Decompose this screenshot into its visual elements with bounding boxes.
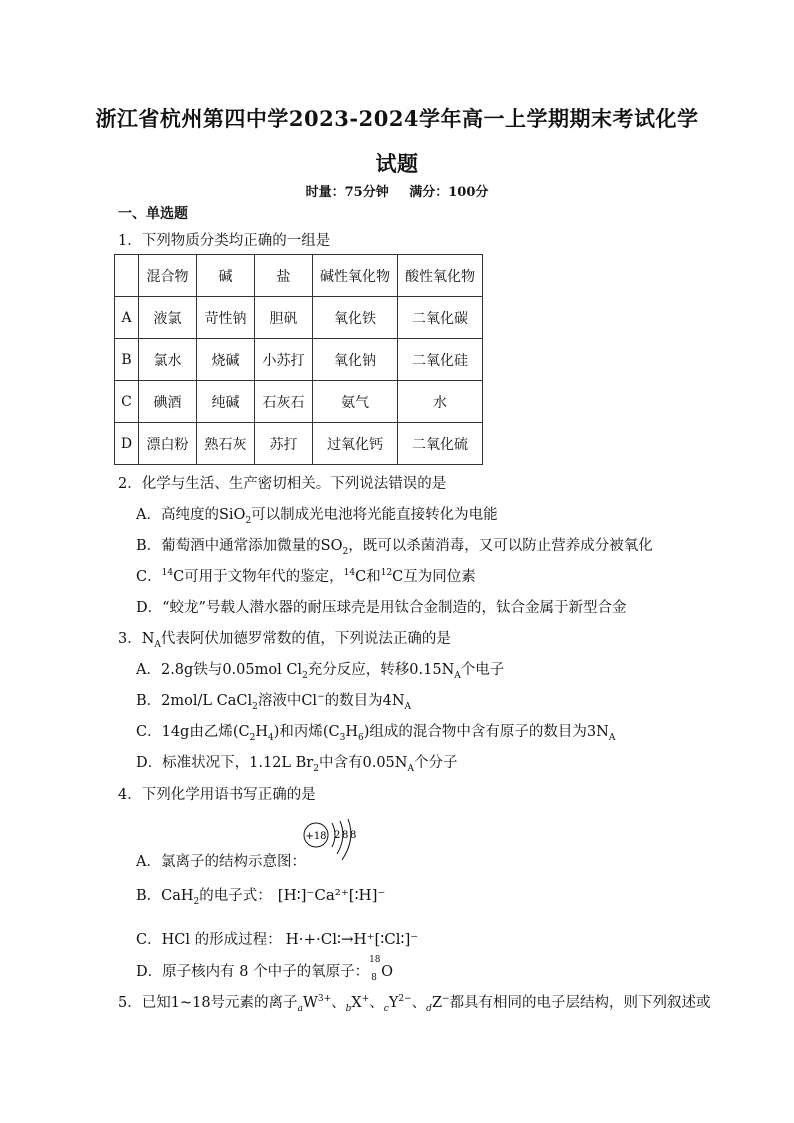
table-header-cell: 碱: [197, 255, 255, 297]
exam-title-line2: 试题: [375, 151, 419, 176]
classification-table: [114, 254, 483, 465]
table-cell: 氧化钠: [313, 339, 398, 381]
table-cell: 二氧化硅: [398, 339, 483, 381]
hcl-formation-formula: H·+·Cl∶→H⁺[∶Cl∶]⁻: [285, 930, 419, 948]
table-cell: D: [115, 423, 139, 465]
table-cell: A: [115, 297, 139, 339]
chloride-ion-structure-diagram: [300, 818, 364, 864]
table-cell: 氨气: [313, 381, 398, 423]
section-title: 一、单选题: [118, 206, 188, 222]
table-cell: 熟石灰: [197, 423, 255, 465]
question-2-option-a: A．高纯度的SiO$_2$可以制成光电池将光能直接转化为电能: [136, 507, 498, 526]
question-3-option-a: A．2.8g铁与0.05mol $Cl_2$充分反应，转移$0.15N_A$个电子: [136, 662, 505, 681]
table-cell: 苏打: [255, 423, 313, 465]
table-header-cell: 混合物: [139, 255, 197, 297]
table-cell: 烧碱: [197, 339, 255, 381]
table-header-row: [115, 255, 483, 297]
score-label: 满分：100分: [409, 185, 489, 200]
question-4-stem: 4．下列化学用语书写正确的是: [118, 787, 316, 803]
table-cell: 氯水: [139, 339, 197, 381]
table-cell: 二氧化碳: [398, 297, 483, 339]
question-3-option-b: B．2mol/L CaCl$_2$溶液中Cl−的数目为$4N_A$: [136, 692, 412, 712]
shell-electron-count: 8: [342, 830, 349, 841]
oxygen-isotope-notation: 18 8: [369, 955, 381, 983]
table-cell: 氧化铁: [313, 297, 398, 339]
question-2-stem: 2．化学与生活、生产密切相关。下列说法错误的是: [118, 476, 447, 492]
table-cell: 二氧化硫: [398, 423, 483, 465]
table-cell: 液氯: [139, 297, 197, 339]
table-cell: C: [115, 381, 139, 423]
question-4-option-a: A．氯离子的结构示意图：: [136, 854, 306, 870]
table-cell: 水: [398, 381, 483, 423]
question-3-option-c: C．14g由乙烯$(C_2H_4)$和丙烯$(C_3H_6)$组成的混合物中含有原子的数目为$3N_A$: [136, 724, 616, 743]
question-5-stem: 5．已知1~18号元素的离子$_aW^{3+}$、$_b$X+、$_cY^{2-}$、$_d$Z−都具有相同的电子层结构，则下列叙述或: [118, 994, 711, 1014]
table-cell: 胆矾: [255, 297, 313, 339]
time-label: 时量：75分钟: [305, 185, 389, 200]
table-header-cell: 碱性氧化物: [313, 255, 398, 297]
table-row: [115, 423, 483, 465]
table-cell: 苛性钠: [197, 297, 255, 339]
cah2-electron-formula: [H∶]⁻Ca²⁺[∶H]⁻: [277, 886, 386, 904]
table-header-cell: 盐: [255, 255, 313, 297]
table-row: [115, 297, 483, 339]
exam-title-line1: 浙江省杭州第四中学2023-2024学年高一上学期期末考试化学: [95, 106, 699, 131]
table-cell: B: [115, 339, 139, 381]
question-2-option-c: C．$^{14}$C可用于文物年代的鉴定，$^{14}$C和$^{12}$C互为同位素: [136, 568, 476, 585]
exam-meta: [0, 181, 794, 200]
question-1-stem: 1．下列物质分类均正确的一组是: [118, 233, 331, 249]
shell-electron-count: 8: [350, 830, 357, 841]
table-cell: 过氧化钙: [313, 423, 398, 465]
question-2-option-d: D．“蛟龙”号载人潜水器的耐压球壳是用钛合金制造的，钛合金属于新型合金: [136, 600, 627, 616]
question-4-option-b: B．CaH$_2$的电子式： [H∶]⁻Ca²⁺[∶H]⁻: [136, 886, 386, 907]
shell-electron-count: 2: [334, 830, 341, 841]
table-cell: 碘酒: [139, 381, 197, 423]
table-cell: 石灰石: [255, 381, 313, 423]
question-2-option-b: B．葡萄酒中通常添加微量的$SO_2$，既可以杀菌消毒，又可以防止营养成分被氧化: [136, 538, 653, 557]
table-cell: 小苏打: [255, 339, 313, 381]
table-row: [115, 339, 483, 381]
question-4-option-c: C．HCl 的形成过程： H·+·Cl∶→H⁺[∶Cl∶]⁻: [136, 930, 419, 948]
nucleus-charge: +18: [305, 831, 327, 842]
table-header-cell: 酸性氧化物: [398, 255, 483, 297]
question-3-option-d: D．标准状况下，1.12L $Br_2$中含有$0.05N_A$个分子: [136, 755, 458, 774]
table-cell: 纯碱: [197, 381, 255, 423]
question-4-option-d: D．原子核内有 8 个中子的氧原子： 18 8 O: [136, 955, 393, 983]
table-cell: 漂白粉: [139, 423, 197, 465]
table-row: [115, 381, 483, 423]
question-3-stem: 3．$N_A$代表阿伏加德罗常数的值，下列说法正确的是: [118, 631, 451, 650]
table-header-cell: [115, 255, 139, 297]
